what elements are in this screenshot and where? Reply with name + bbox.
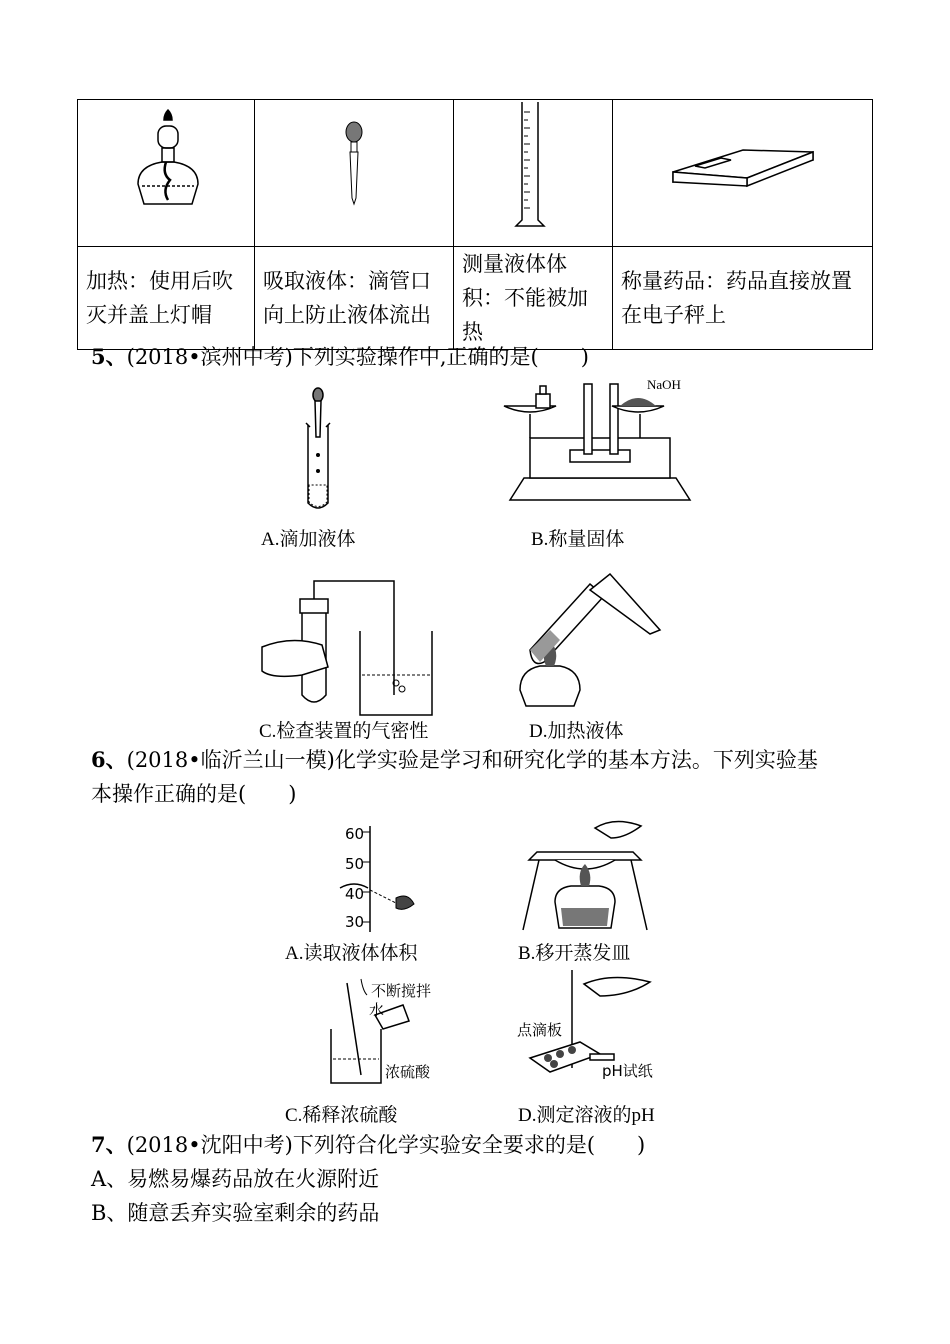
instrument-table [77,99,873,350]
question-number: 6、 [91,747,127,772]
table-cell-scale: 称量药品：药品直接放置在电子秤上 [613,247,873,350]
balance-figure [500,376,700,506]
electronic-scale-icon [613,100,872,242]
q5-option-d: D.加热液体 [529,721,624,742]
question-number: 5、 [91,344,127,369]
table-cell-dropper: 吸取液体：滴管口向上防止液体流出 [255,247,454,350]
plate-label: 点滴板 [517,1021,563,1039]
question-6-line2: 本操作正确的是( ) [91,782,297,806]
scale-tick-50: 50 [345,855,365,873]
question-text-line1: (2018•临沂兰山一模)化学实验是学习和研究化学的基本方法。下列实验基 [126,748,818,772]
ph-paper-label: pH试纸 [602,1062,653,1080]
table-cell-lamp: 加热：使用后吹灭并盖上灯帽 [78,247,255,350]
graduated-cylinder-icon [454,100,612,242]
question-7 [91,1128,645,1162]
naoh-label: NaOH [647,377,681,392]
table-cell-cylinder: 测量液体体积：不能被加热 [454,247,613,350]
dropper-cell [255,100,454,247]
q6-option-a: A.读取液体体积 [285,943,418,964]
alcohol-lamp-cell [78,100,255,247]
q6-option-d: D.测定溶液的pH [518,1105,655,1126]
water-label: 水 [369,1001,385,1019]
scale-tick-30: 30 [345,913,365,931]
q6-option-b: B.移开蒸发皿 [518,943,631,964]
heating-liquid-figure [510,570,670,710]
q7-option-b: B、随意丢弃实验室剩余的药品 [91,1201,380,1225]
scale-tick-60: 60 [345,825,365,843]
question-5 [91,340,589,374]
scale-cell [613,100,873,247]
q6-option-c: C.稀释浓硫酸 [285,1105,398,1126]
alcohol-lamp-icon [78,100,254,242]
stir-label: 不断搅拌 [371,982,432,1000]
question-number: 7、 [91,1132,127,1157]
q7-option-a: A、易燃易爆药品放在火源附近 [91,1167,380,1191]
question-6 [91,743,818,777]
q5-option-a: A.滴加液体 [261,529,356,550]
evaporating-dish-figure [515,812,655,932]
dropper-in-tube-figure [288,385,348,515]
dropper-icon [255,100,453,242]
airtightness-figure [262,575,442,715]
cylinder-cell [454,100,613,247]
question-text: (2018•沈阳中考)下列符合化学实验安全要求的是( ) [126,1133,646,1157]
question-text: (2018•滨州中考)下列实验操作中,正确的是( ) [126,345,589,369]
q5-option-c: C.检查装置的气密性 [259,721,429,742]
q5-option-b: B.称量固体 [531,529,625,550]
scale-tick-40: 40 [345,885,365,903]
acid-label: 浓硫酸 [385,1063,431,1081]
